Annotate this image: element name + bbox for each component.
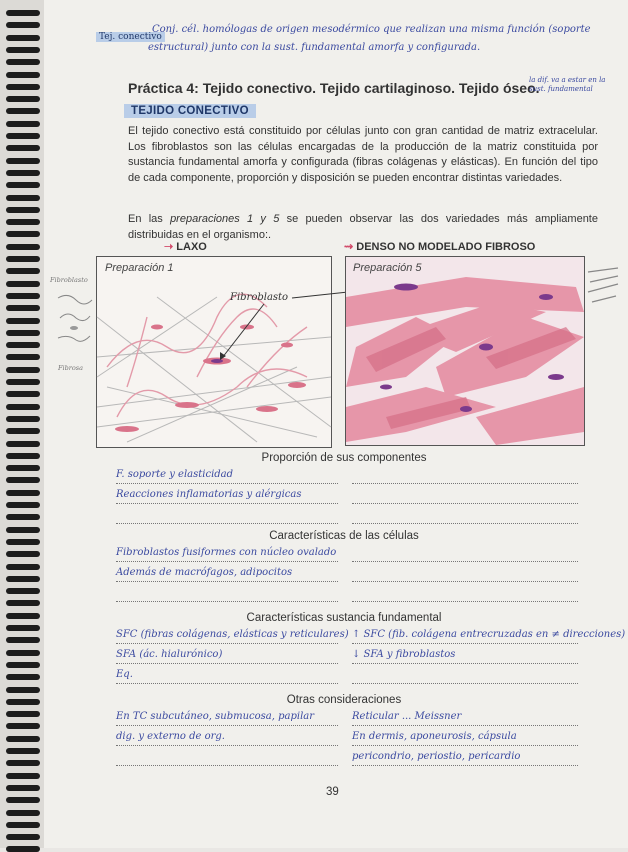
answer-line-right[interactable]: [352, 468, 578, 484]
answer-text-left: SFA (ác. hialurónico): [116, 649, 223, 660]
spiral-coil: [6, 453, 40, 459]
answer-line-left[interactable]: [116, 710, 338, 726]
answer-text-left: Eq.: [116, 669, 133, 680]
spiral-coil: [6, 539, 40, 545]
spiral-coil: [6, 465, 40, 471]
answer-text-left: SFC (fibras colágenas, elásticas y reticulares): [116, 629, 349, 640]
margin-note-1: Fibroblasto: [50, 276, 88, 284]
answer-text-left: En TC subcutáneo, submucosa, papilar: [116, 711, 315, 722]
spiral-coil: [6, 268, 40, 274]
spiral-coil: [6, 207, 40, 213]
spiral-coil: [6, 564, 40, 570]
spiral-coil: [6, 748, 40, 754]
spiral-coil: [6, 441, 40, 447]
spiral-coil: [6, 662, 40, 668]
answer-line-left[interactable]: [116, 508, 338, 524]
title-side-note: la dif. va a estar en la sust. fundamental: [529, 76, 606, 93]
spiral-coil: [6, 428, 40, 434]
spiral-coil: [6, 613, 40, 619]
spiral-coil: [6, 379, 40, 385]
answer-text-left: F. soporte y elasticidad: [116, 469, 234, 480]
answer-line-right[interactable]: [352, 668, 578, 684]
variety-right: [344, 240, 535, 253]
spiral-coil: [6, 810, 40, 816]
spiral-coil: [6, 797, 40, 803]
spiral-coil: [6, 846, 40, 852]
page-title: Práctica 4: Tejido conectivo. Tejido cartilaginoso. Tejido óseo.: [128, 80, 540, 96]
spiral-coil: [6, 281, 40, 287]
answer-text-left: dig. y externo de org.: [116, 731, 225, 742]
spiral-coil: [6, 416, 40, 422]
spiral-coil: [6, 96, 40, 102]
answer-line-left[interactable]: [116, 566, 338, 582]
variety-left: [164, 240, 207, 253]
spiral-coil: [6, 318, 40, 324]
spiral-coil: [6, 108, 40, 114]
answer-line-left[interactable]: [116, 750, 338, 766]
answer-line-right[interactable]: [352, 730, 578, 746]
spiral-coil: [6, 723, 40, 729]
spiral-coil: [6, 404, 40, 410]
spiral-coil: [6, 133, 40, 139]
spiral-coil: [6, 367, 40, 373]
top-note-line1: Conj. cél. homólogas de origen mesodérmico que realizan una misma función (soporte: [152, 24, 591, 35]
spiral-coil: [6, 84, 40, 90]
spiral-coil: [6, 22, 40, 28]
spiral-coil: [6, 182, 40, 188]
spiral-coil: [6, 121, 40, 127]
answer-line-right[interactable]: [352, 648, 578, 664]
answer-line-left[interactable]: [116, 546, 338, 562]
spiral-coil: [6, 330, 40, 336]
arrow-icon: ➝: [164, 241, 174, 253]
answer-text-right: ↑ SFC (fib. colágena entrecruzadas en ≠ direcciones): [352, 629, 626, 640]
notebook-spiral: [0, 0, 48, 848]
spiral-coil: [6, 834, 40, 840]
spiral-coil: [6, 342, 40, 348]
answer-line-right[interactable]: [352, 710, 578, 726]
answer-line-right[interactable]: [352, 628, 626, 644]
tag-highlight: Tej. conectivo: [96, 32, 165, 42]
section-heading: Características sustancia fundamental: [246, 612, 442, 624]
answer-line-left[interactable]: [116, 730, 338, 746]
prep-paragraph-b: preparaciones 1 y 5: [170, 213, 280, 225]
spiral-coil: [6, 650, 40, 656]
spiral-coil: [6, 59, 40, 65]
spiral-coil: [6, 785, 40, 791]
answer-line-left[interactable]: [116, 586, 338, 602]
answer-line-right[interactable]: [352, 566, 578, 582]
answer-text-left: Fibroblastos fusiformes con núcleo ovalado: [116, 547, 337, 558]
answer-line-right[interactable]: [352, 750, 578, 766]
spiral-coil: [6, 305, 40, 311]
spiral-coil: [6, 10, 40, 16]
margin-sketch: [54, 288, 94, 358]
spiral-coil: [6, 502, 40, 508]
answer-line-right[interactable]: [352, 546, 578, 562]
spiral-coil: [6, 477, 40, 483]
spiral-coil: [6, 514, 40, 520]
answer-text-right: ↓ SFA y fibroblastos: [352, 649, 456, 660]
spiral-coil: [6, 760, 40, 766]
answer-line-left[interactable]: [116, 648, 338, 664]
section-heading: Características de las células: [269, 530, 419, 542]
dense-tissue-illustration: [346, 257, 584, 445]
spiral-coil: [6, 527, 40, 533]
spiral-coil: [6, 625, 40, 631]
spiral-coil: [6, 72, 40, 78]
spiral-coil: [6, 674, 40, 680]
answer-line-left[interactable]: [116, 488, 338, 504]
spiral-coil: [6, 244, 40, 250]
spiral-coil: [6, 711, 40, 717]
spiral-coil: [6, 195, 40, 201]
answer-text-right: En dermis, aponeurosis, cápsula: [352, 731, 517, 742]
spiral-coil: [6, 699, 40, 705]
spiral-coil: [6, 391, 40, 397]
margin-note-2: Fibrosa: [58, 364, 83, 372]
variety-left-label: LAXO: [176, 241, 207, 253]
preparation-5-box: [345, 256, 585, 446]
spiral-coil: [6, 600, 40, 606]
margin-sketch-right: [584, 262, 624, 312]
spiral-coil: [6, 47, 40, 53]
section-heading: Proporción de sus componentes: [261, 452, 427, 464]
spiral-coil: [6, 637, 40, 643]
prep-paragraph-c: se pueden observar las dos variedades más ampliamente distribuidas en el organismo:.: [128, 213, 598, 241]
answer-text-right: pericondrio, periostio, pericardio: [352, 751, 521, 762]
spiral-coil: [6, 551, 40, 557]
spiral-coil: [6, 773, 40, 779]
spiral-coil: [6, 490, 40, 496]
spiral-coil: [6, 170, 40, 176]
spiral-coil: [6, 158, 40, 164]
answer-line-right[interactable]: [352, 586, 578, 602]
spiral-coil: [6, 576, 40, 582]
variety-right-label: DENSO NO MODELADO FIBROSO: [356, 241, 536, 253]
spiral-coil: [6, 35, 40, 41]
spiral-coil: [6, 231, 40, 237]
spiral-coil: [6, 736, 40, 742]
answer-text-right: Reticular ... Meissner: [352, 711, 462, 722]
section-heading: Otras consideraciones: [286, 694, 402, 706]
answer-text-left: Además de macrófagos, adipocitos: [116, 567, 293, 578]
spiral-coil: [6, 354, 40, 360]
spiral-coil: [6, 822, 40, 828]
page-number: 39: [326, 786, 339, 798]
section-tab: TEJIDO CONECTIVO: [124, 104, 256, 118]
prep-5-label: Preparación 5: [353, 262, 422, 274]
intro-paragraph: El tejido conectivo está constituido por células junto con gran cantidad de matriz extracelular. Los fibroblastos son las células encargadas de la producción de la matriz constituida por sustancia fundamental amorfa y configurada (fibras colágenas y elásticas). En función del tipo de cada componente, proporción y disposición se pueden encontrar distintas variedades.: [128, 125, 598, 184]
answer-line-left[interactable]: [116, 468, 338, 484]
spiral-coil: [6, 219, 40, 225]
spiral-coil: [6, 588, 40, 594]
answer-line-right[interactable]: [352, 488, 578, 504]
prep-paragraph: [128, 212, 598, 243]
spiral-coil: [6, 293, 40, 299]
spiral-coil: [6, 256, 40, 262]
top-note-line2: estructural) junto con la sust. fundamental amorfa y configurada.: [148, 42, 481, 53]
arrow-icon: ⇝: [344, 241, 354, 253]
spiral-coil: [6, 145, 40, 151]
answer-line-right[interactable]: [352, 508, 578, 524]
notebook-page: [44, 0, 628, 848]
spiral-coil: [6, 687, 40, 693]
answer-line-left[interactable]: [116, 668, 338, 684]
prep-paragraph-a: En las: [128, 213, 171, 225]
fibroblast-note: Fibroblasto: [230, 292, 289, 303]
answer-text-left: Reacciones inflamatorias y alérgicas: [116, 489, 302, 500]
prep-1-label: Preparación 1: [105, 262, 174, 274]
answer-line-left[interactable]: [116, 628, 349, 644]
